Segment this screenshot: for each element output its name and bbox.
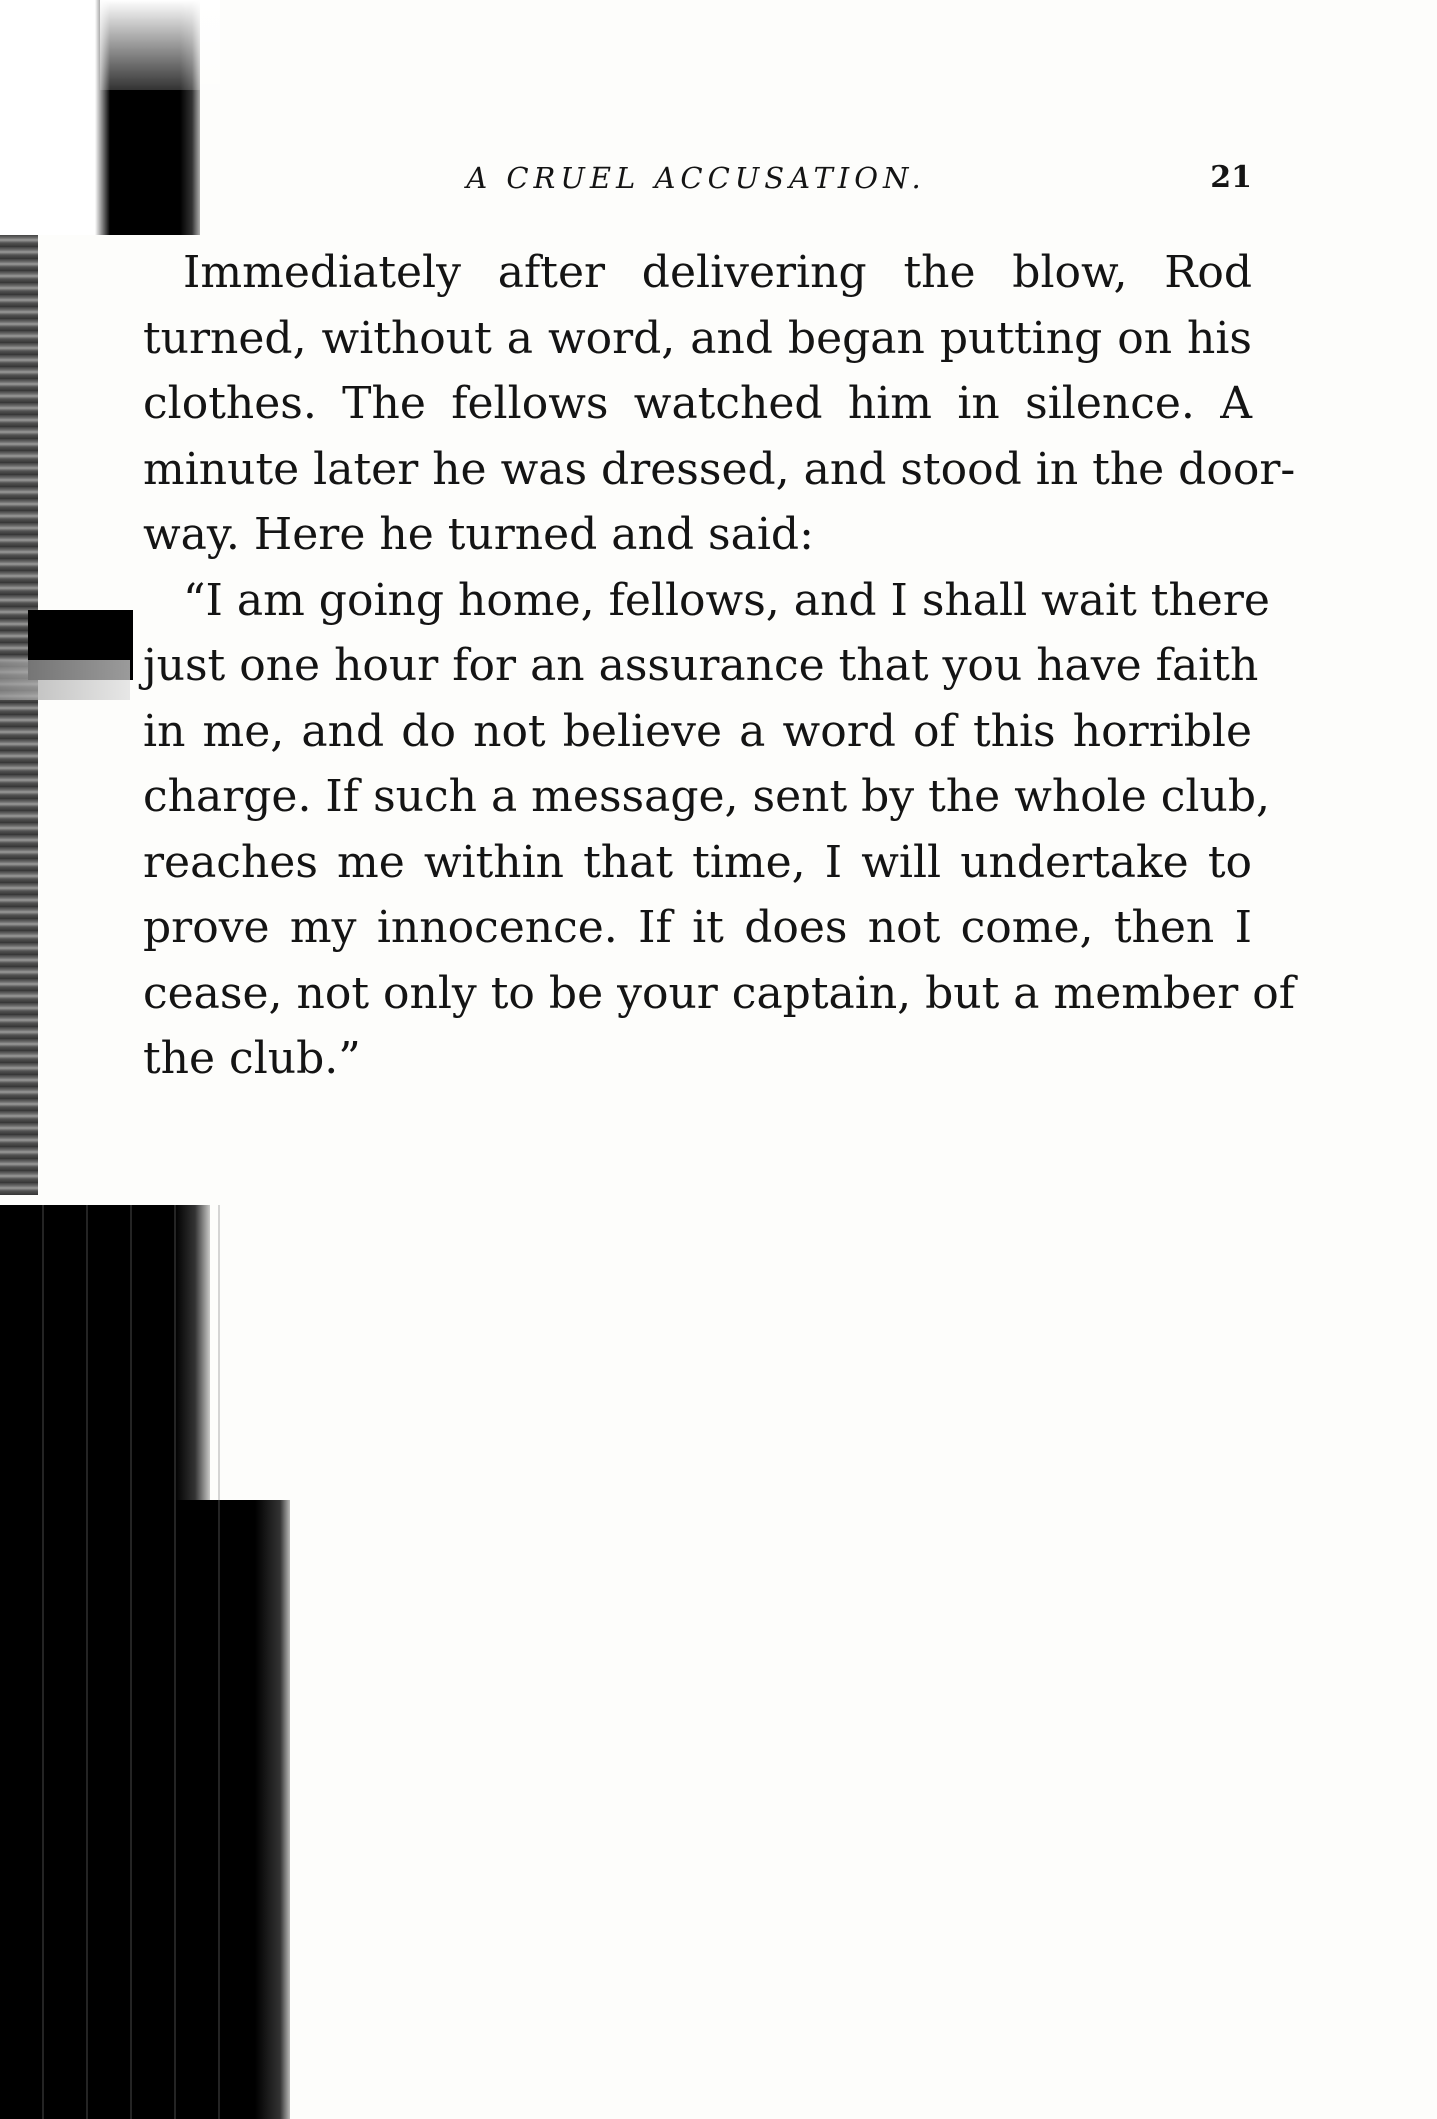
binding-shadow-notch-fade — [0, 660, 130, 700]
running-head — [140, 158, 1252, 198]
text-line: Immediately after delivering the blow, Rod — [183, 247, 1252, 298]
text-line: the club.” — [143, 1033, 361, 1084]
text-line: reaches me within that time, I will undertake to — [143, 836, 1252, 888]
binding-edge-strip — [0, 235, 38, 1195]
text-line: way. Here he turned and said: — [143, 509, 814, 560]
paragraph — [143, 568, 1296, 1092]
text-line: minute later he was dressed, and stood in the door- — [143, 443, 1296, 495]
text-line: charge. If such a message, sent by the whole club, — [143, 771, 1270, 822]
text-line: cease, not only to be your captain, but a member of — [143, 967, 1296, 1019]
paragraph — [143, 240, 1296, 568]
binding-shadow-top-fade — [100, 0, 220, 90]
text-line: in me, and do not believe a word of this horrible — [143, 705, 1252, 757]
text-line: prove my innocence. If it does not come, then I — [143, 902, 1252, 953]
text-line: just one hour for an assurance that you have faith — [143, 640, 1259, 691]
text-line: turned, without a word, and began putting on his — [143, 312, 1252, 364]
text-line: “I am going home, fellows, and I shall wait there — [183, 574, 1270, 626]
chapter-title: A CRUEL ACCUSATION. — [466, 161, 926, 195]
body-text — [143, 240, 1296, 1092]
page-number: 21 — [1210, 160, 1252, 195]
binding-scan-lines — [0, 1205, 250, 2119]
text-line: clothes. The fellows watched him in silence. A — [143, 378, 1252, 429]
